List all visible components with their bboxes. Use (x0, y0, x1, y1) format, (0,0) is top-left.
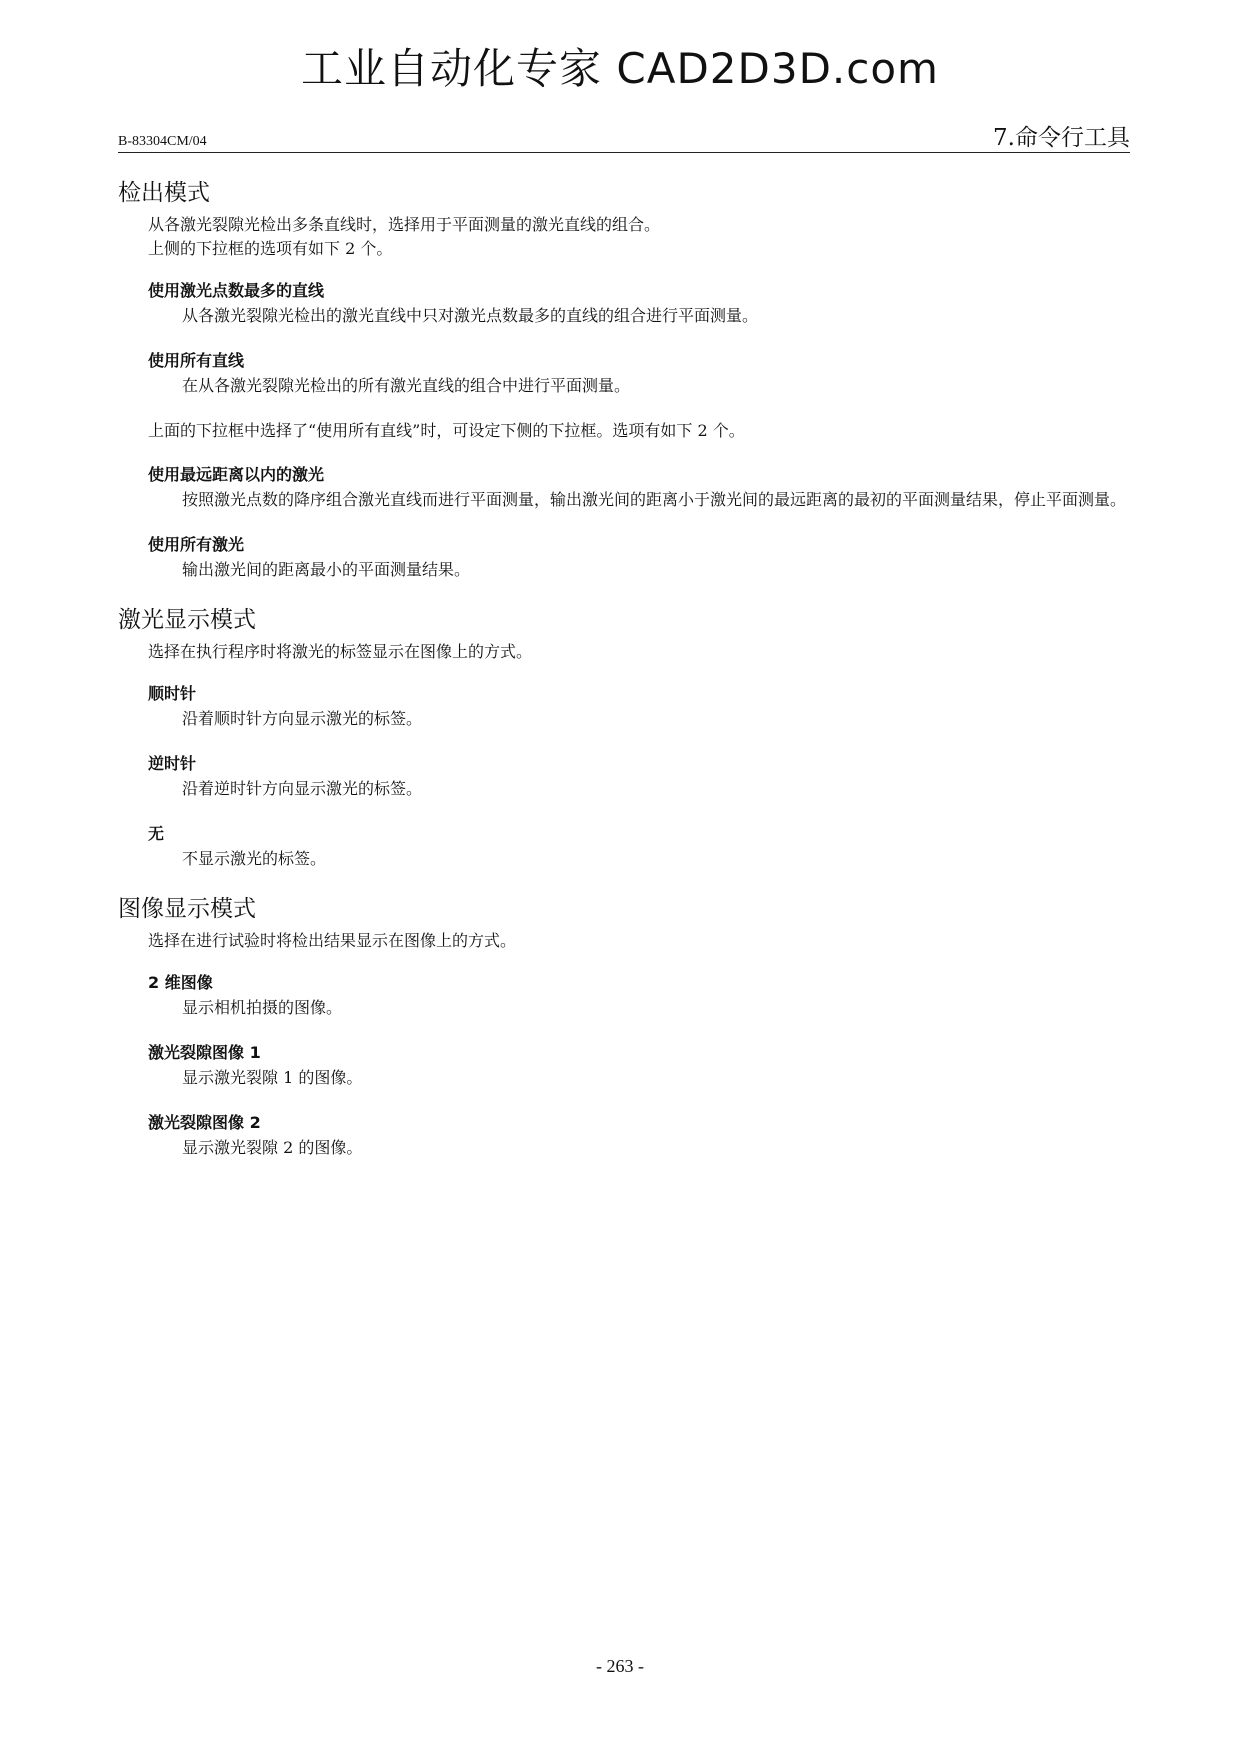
option-item (148, 1111, 1130, 1161)
section-intro: 选择在执行程序时将激光的标签显示在图像上的方式。 (148, 642, 533, 661)
option-description: 显示激光裂隙 2 的图像。 (182, 1138, 363, 1157)
option-item (148, 533, 1130, 583)
chapter-title: 7.命令行工具 (993, 125, 1130, 151)
option-list (148, 682, 1130, 872)
option-list (148, 971, 1130, 1161)
section-detection-mode (118, 176, 1130, 583)
section-title: 激光显示模式 (118, 607, 256, 633)
option-item (148, 682, 1130, 732)
option-item (148, 349, 1130, 399)
option-name: 使用所有直线 (148, 351, 245, 370)
option-item (148, 1041, 1130, 1091)
option-name: 2 维图像 (148, 973, 213, 992)
option-name: 激光裂隙图像 1 (148, 1043, 261, 1062)
option-description: 在从各激光裂隙光检出的所有激光直线的组合中进行平面测量。 (182, 376, 631, 395)
page-header (118, 122, 1130, 153)
option-name: 逆时针 (148, 754, 197, 773)
option-item (148, 463, 1130, 513)
section-title: 图像显示模式 (118, 896, 256, 922)
section-note: 上面的下拉框中选择了“使用所有直线”时，可设定下侧的下拉框。选项有如下 2 个。 (148, 421, 745, 440)
option-description: 沿着逆时针方向显示激光的标签。 (182, 779, 423, 798)
section-image-display-mode (118, 892, 1130, 1161)
option-name: 无 (148, 824, 165, 843)
option-name: 使用所有激光 (148, 535, 245, 554)
option-name: 使用激光点数最多的直线 (148, 281, 325, 300)
page-content (118, 176, 1130, 1181)
option-list (148, 463, 1130, 583)
watermark-title: 工业自动化专家 CAD2D3D.com (301, 44, 939, 93)
option-description: 不显示激光的标签。 (182, 849, 327, 868)
option-item (148, 279, 1130, 329)
document-code: B-83304CM/04 (118, 134, 207, 149)
option-description: 输出激光间的距离最小的平面测量结果。 (182, 560, 471, 579)
section-laser-display-mode (118, 603, 1130, 872)
option-description: 按照激光点数的降序组合激光直线而进行平面测量，输出激光间的距离小于激光间的最远距离的最初的平面测量结果，停止平面测量。 (182, 490, 1127, 509)
option-list (148, 279, 1130, 399)
section-intro (148, 213, 1130, 261)
section-title: 检出模式 (118, 180, 210, 206)
option-item (148, 752, 1130, 802)
option-name: 激光裂隙图像 2 (148, 1113, 261, 1132)
section-intro: 选择在进行试验时将检出结果显示在图像上的方式。 (148, 931, 517, 950)
intro-line: 上侧的下拉框的选项有如下 2 个。 (148, 239, 393, 258)
option-item (148, 971, 1130, 1021)
option-name: 顺时针 (148, 684, 197, 703)
option-description: 沿着顺时针方向显示激光的标签。 (182, 709, 423, 728)
option-description: 显示激光裂隙 1 的图像。 (182, 1068, 363, 1087)
option-description: 从各激光裂隙光检出的激光直线中只对激光点数最多的直线的组合进行平面测量。 (182, 306, 759, 325)
option-name: 使用最远距离以内的激光 (148, 465, 325, 484)
page-number: - 263 - (596, 1656, 644, 1676)
option-description: 显示相机拍摄的图像。 (182, 998, 343, 1017)
intro-line: 从各激光裂隙光检出多条直线时，选择用于平面测量的激光直线的组合。 (148, 215, 661, 234)
option-item (148, 822, 1130, 872)
